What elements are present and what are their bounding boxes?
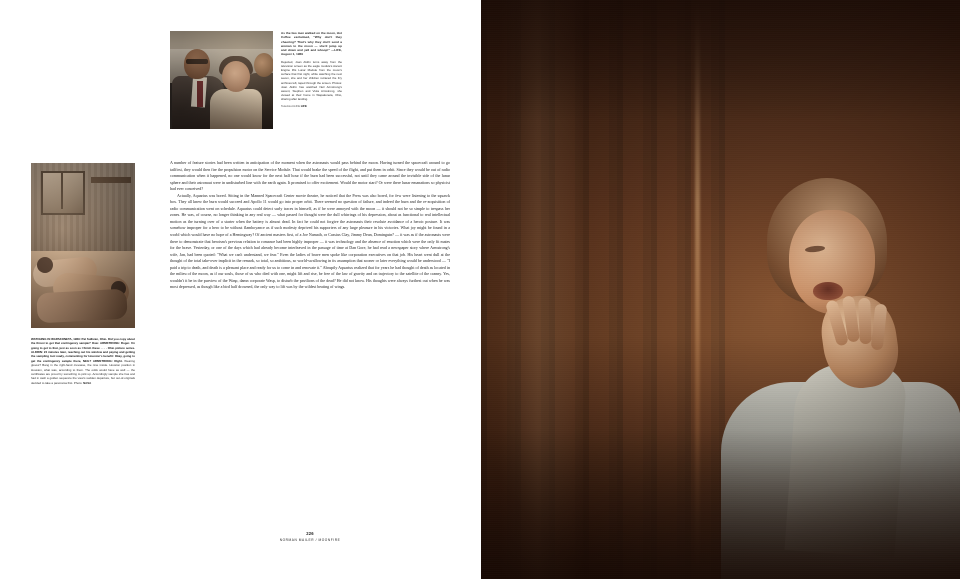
body-paragraph: Actually, Aquarius was bored. Sitting in the Manned Spacecraft Center movie theatre, he noticed that the Press was also bored, for few were listening to the squawk box. They all knew the burn would succeed and Apollo 11 would go into proper orbit. There seemed no question of failure, and indeed the burn and the re-acquisition of radio communication went on schedule. Aquarius could detect surly traces in himself, as if he were annoyed with the moon — it should not be so simple to trespass her zones. He was, of course, no longer thinking in any real way — what passed for thought were the dull whirrings of his depression, about as functional to real intellectual motion as the turning over of a starter when the battery is almost dead. In fact he could not forgive the astronauts their resolute avoidance of a heroic posture. It was somehow improper for a hero to be without flamboyance as if such modesty deprived his supporters of any large pleasure in his victories. What joy might be found in a world which would have no hope of a Hemingway? Of ancient masters first, of a Joe Namath, or Cassius Clay, Jimmy Dean, Dominguin? — it was as if the astronauts were there to demonstrate that heroism's previous relation to romance had been highly improper — it was technology and the absence of emotion which were the only fit mates for the brave. Yesterday, or one of the days which had already become interleaved in the passage of time at Dan Gore, he had read a newspaper story where Armstrong's wife, Jan, had been quoted: "What we can't understand, we fear." Even the ladies of brave men spoke like corporation executives on that job. His heart went dull at the thought of the total take-over implicit in the remark, so total, so ambitious, so world-swallowing in its assumption that sooner or later everything would be understood — "I paid a trip to death, and death is a pleasant place and ready for us to come in and renovate it." Abruptly Aquarius realized that for years he had thought of death as located in the milieu of the moon, as if our souls, those of us who died with one, might lift and rise, be free of the law of gravity and on trajectory to the satellite of the cranny. Yes, wouldn't it be in the purview of the Wasp, damn corporate Wasp, to disturb the pavilions of the dead? He did not know. His thoughts were always furthest out when he was most depressed, as though like a bird half drowned, the only way to lift was by the wildest beating of wings. — [170, 192, 450, 290]
page-folio — [170, 531, 450, 542]
body-text-column — [170, 160, 450, 291]
caption-credit-label: Television/LIFE — [281, 103, 300, 108]
photo-shade-overlay — [31, 163, 135, 328]
right-page-photo — [481, 0, 960, 579]
photo-grain — [481, 0, 960, 579]
caption-body-text: Dejected, Joan Aldrin turns away from the television screen as the eagle module's Ascent Engine lifts Lunar Module from the moon's surface that first night, while watching the next seven, she and her children retraced the Fry archives left, taped through the screen. Photos: Joan Aldrin has watched Neil Armstrong's ascent, Stephen and Viola Armstrong, she viewed at their home in Wapakoneta, Ohio, sharing after landing. — [281, 59, 342, 102]
running-head: NORMAN MAILER / MOONFIRE — [279, 537, 341, 542]
photo-three-people-outdoors — [170, 31, 273, 129]
top-photo-caption — [281, 31, 342, 108]
body-paragraph: A number of feature stories had been written in anticipation of the moment when the astronauts would pass behind the moon. Having turned the spacecraft around to go tailfirst, they would then fire the propulsion motor on the Service Module. That would brake the speed of the flight, and put them in orbit. Since they would be out of radio communication when it happened, no one would know for the next half hour if the burn had been successful, not until they came around the invisible side of the lunar sphere and their astronaut were in undisturbed line with the earth again. It promised to offer excitement. Would the motor start? Or were there lunar emanations so physicist had ever conceived? — [170, 160, 450, 192]
left-caption-body: Wearing gloves? Bang in the right-hand crevasse, the nine inside. Houston position in Houston, what was, according to them. The odds would have as well — the certificates are proud by something to pick up. Accordingly sample she has and had in cash a golden sequence the view's sudden departure, but out-of-originals decided to take a panorama first. Photo: — [31, 358, 135, 385]
photo-grain-overlay — [170, 31, 273, 129]
caption-credit-source: LIFE — [300, 103, 307, 108]
left-caption-credit: NASA — [83, 380, 92, 385]
left-caption-lead: WATCHING IN WAPAKONETA, 1969: Pat Sullivan, Ohio. Did you copy about the thrust to get that contingency sample? Over. ARMSTRONG: Roger. I'm going to get to that, just as soon as I finish these . . . . Ohio picture series. ALDRIN: 24 minutes later, reaching out his window and paying and getting the sampling tool ready, commenting for Houston's benefit: Okay, going to get the contingency sample there, NEIL? ARMSTRONG: Right. — [31, 337, 135, 363]
caption-credit — [281, 104, 342, 108]
page-number: 226 — [306, 531, 314, 536]
photo-women-on-floor — [31, 163, 135, 328]
left-photo-caption — [31, 337, 135, 385]
caption-lead-text: As the two men walked on the moon, Hot Coffee exclaimed, "Why don't they cheering? That's why they don't send a woman to the moon — she'd jump up and down and yell and whoop!" —LIFE, August 1, 1969 — [281, 31, 342, 57]
